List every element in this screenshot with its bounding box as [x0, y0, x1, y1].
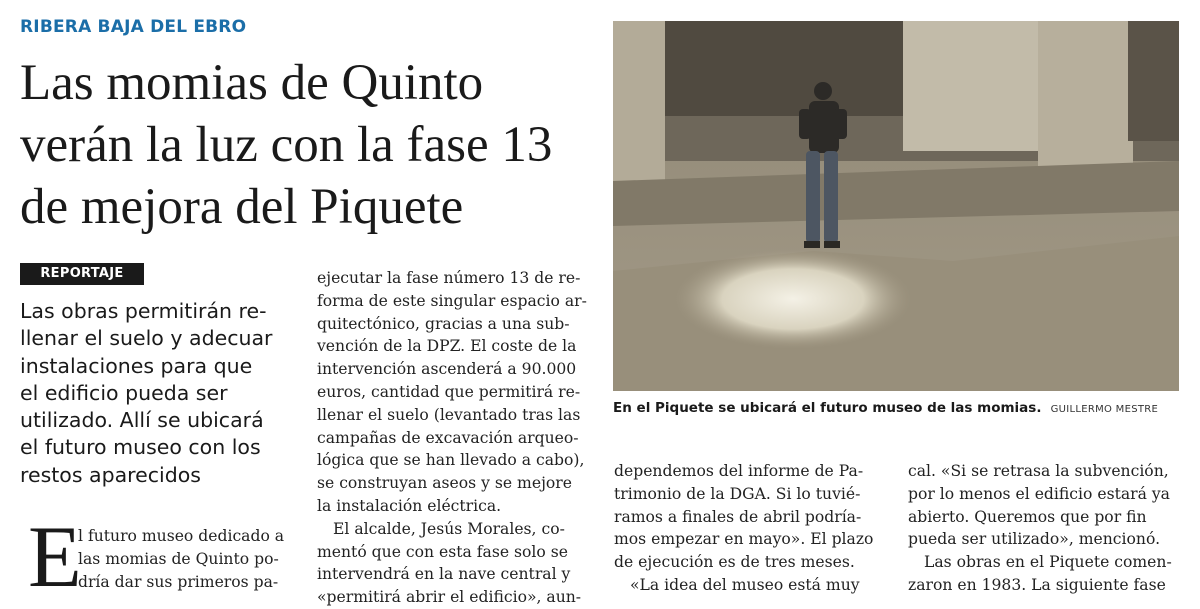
body-line: mentó que con esta fase solo se — [317, 542, 568, 561]
caption-text: En el Piquete se ubicará el futuro museo de las momias. — [613, 400, 1042, 416]
deck-line: Las obras permitirán re- — [20, 299, 267, 323]
deck-line: restos aparecidos — [20, 462, 201, 487]
body-line: mos empezar en mayo». El plazo — [614, 530, 874, 549]
body-line: por lo menos el edificio estará ya — [908, 484, 1170, 503]
body-line: abierto. Queremos que por fin — [908, 507, 1147, 526]
body-column-1 — [78, 525, 284, 593]
headline — [20, 52, 610, 238]
body-line: l futuro museo dedicado a — [78, 527, 285, 545]
body-line: «permitirá abrir el edificio», aun- — [317, 588, 582, 607]
article-deck — [20, 298, 288, 489]
body-line: forma de este singular espacio ar- — [317, 291, 587, 310]
body-line: campañas de excavación arqueo- — [317, 428, 579, 447]
body-line: llenar el suelo (levantado tras las — [317, 405, 581, 424]
body-line: cal. «Si se retrasa la subvención, — [908, 462, 1169, 480]
body-line: lógica que se han llevado a cabo), — [317, 451, 585, 470]
headline-line: Las momias de Quinto — [20, 55, 484, 111]
photo-caption — [613, 397, 1193, 416]
section-label: RIBERA BAJA DEL EBRO — [20, 17, 247, 37]
body-line: «La idea del museo está muy — [630, 575, 860, 594]
body-line: vención de la DPZ. El coste de la — [317, 337, 577, 356]
headline-line: verán la luz con la fase 13 — [20, 117, 553, 173]
body-line: ramos a finales de abril podría- — [614, 507, 862, 526]
article-photo — [613, 21, 1179, 391]
reportaje-badge: REPORTAJE — [20, 263, 144, 285]
body-line: dría dar sus primeros pa- — [78, 572, 279, 591]
body-line: quitectónico, gracias a una sub- — [317, 314, 570, 333]
body-line: dependemos del informe de Pa- — [614, 462, 864, 480]
deck-line: instalaciones para que — [20, 353, 253, 378]
body-line: pueda ser utilizado», mencionó. — [908, 530, 1161, 549]
body-line: la instalación eléctrica. — [317, 496, 502, 515]
deck-line: el edificio pueda ser — [20, 380, 228, 405]
body-line: de ejecución es de tres meses. — [614, 553, 855, 572]
body-column-2 — [317, 267, 587, 609]
body-line: trimonio de la DGA. Si lo tuvié- — [614, 484, 861, 503]
body-line: se construyan aseos y se mejore — [317, 474, 572, 493]
deck-line: el futuro museo con los — [20, 435, 261, 460]
body-line: intervendrá en la nave central y — [317, 565, 571, 584]
body-column-4 — [908, 460, 1172, 597]
headline-line: de mejora del Piquete — [20, 179, 464, 235]
body-line: Las obras en el Piquete comen- — [924, 553, 1172, 572]
deck-line: utilizado. Allí se ubicará — [20, 408, 264, 433]
deck-line: llenar el suelo y adecuar — [20, 326, 273, 351]
body-line: euros, cantidad que permitirá re- — [317, 382, 581, 401]
drop-cap: E — [28, 509, 82, 606]
body-column-3 — [614, 460, 873, 597]
body-line: ejecutar la fase número 13 de re- — [317, 269, 581, 287]
body-line: El alcalde, Jesús Morales, co- — [333, 519, 565, 538]
body-line: intervención ascenderá a 90.000 — [317, 360, 577, 379]
body-line: las momias de Quinto po- — [78, 549, 279, 568]
photo-credit: GUILLERMO MESTRE — [1050, 404, 1159, 415]
excavation-photo-illustration — [613, 21, 1179, 391]
body-line: zaron en 1983. La siguiente fase — [908, 575, 1166, 594]
